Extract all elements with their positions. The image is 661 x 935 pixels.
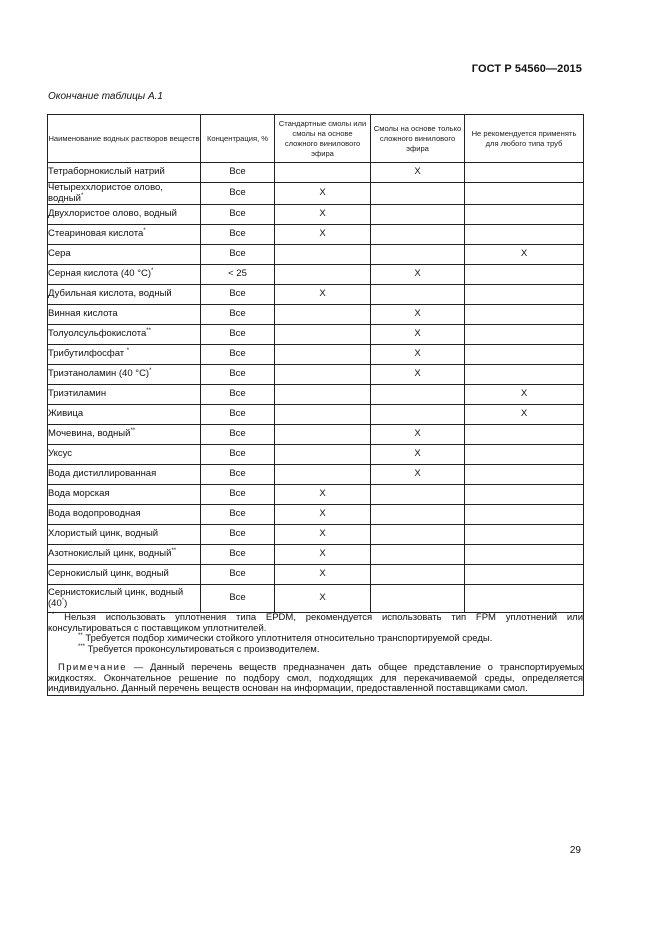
cell-standard-resin — [275, 385, 371, 405]
cell-vinyl-ester-resin: X — [371, 325, 465, 345]
footnote-1-mark: * — [52, 611, 55, 618]
cell-standard-resin — [275, 245, 371, 265]
cell-standard-resin: X — [275, 525, 371, 545]
cell-substance — [48, 225, 201, 245]
footnote-2-mark: ** — [78, 632, 83, 639]
cell-standard-resin — [275, 365, 371, 385]
substance-name: Трибутилфосфат — [48, 348, 127, 360]
substance-name: Дубильная кислота, водный — [48, 288, 172, 300]
cell-vinyl-ester-resin: X — [371, 425, 465, 445]
substance-name: Хлористый цинк, водный — [48, 528, 159, 540]
col-header-not-recommended: Не рекомендуется применять для любого типа труб — [465, 115, 584, 163]
cell-substance — [48, 163, 201, 183]
footnotes-row — [48, 613, 584, 696]
substance-name: Вода дистиллированная — [48, 468, 157, 480]
table-row — [48, 325, 584, 345]
table-row — [48, 365, 584, 385]
substance-name: Сера — [48, 248, 71, 260]
cell-concentration: Все — [201, 385, 275, 405]
cell-standard-resin: X — [275, 183, 371, 205]
table-row — [48, 545, 584, 565]
cell-standard-resin: X — [275, 565, 371, 585]
cell-vinyl-ester-resin — [371, 385, 465, 405]
cell-not-recommended — [465, 565, 584, 585]
cell-vinyl-ester-resin — [371, 405, 465, 425]
cell-vinyl-ester-resin — [371, 485, 465, 505]
cell-concentration: Все — [201, 525, 275, 545]
cell-concentration: Все — [201, 305, 275, 325]
cell-not-recommended — [465, 265, 584, 285]
col-header-name: Наименование водных растворов веществ — [48, 115, 201, 163]
cell-substance — [48, 445, 201, 465]
substance-name: Сернокислый цинк, водный — [48, 568, 169, 580]
cell-not-recommended — [465, 485, 584, 505]
cell-standard-resin — [275, 465, 371, 485]
table-note — [48, 663, 583, 695]
cell-standard-resin — [275, 305, 371, 325]
cell-not-recommended — [465, 205, 584, 225]
cell-concentration: < 25 — [201, 265, 275, 285]
cell-concentration: Все — [201, 405, 275, 425]
cell-vinyl-ester-resin — [371, 525, 465, 545]
table-row — [48, 285, 584, 305]
substance-name: Уксус — [48, 448, 73, 460]
cell-vinyl-ester-resin: X — [371, 465, 465, 485]
cell-concentration: Все — [201, 345, 275, 365]
cell-concentration: Все — [201, 565, 275, 585]
footnote-3-mark: *** — [78, 643, 86, 650]
cell-concentration: Все — [201, 445, 275, 465]
cell-standard-resin — [275, 345, 371, 365]
cell-not-recommended: X — [465, 385, 584, 405]
footnote-1-text: Нельзя использовать уплотнения типа EPDM, рекомендуется использовать тип FPM уплотнений или консультироваться с поставщиком уплотнителей. — [48, 612, 584, 634]
substance-name: Триэтиламин — [48, 388, 107, 400]
cell-standard-resin — [275, 265, 371, 285]
substance-name: Живица — [48, 408, 84, 420]
substance-name: Тетраборнокислый натрий — [48, 166, 165, 178]
cell-not-recommended — [465, 545, 584, 565]
footnote-3-text: Требуется проконсультироваться с производителем. — [87, 643, 320, 655]
cell-substance — [48, 525, 201, 545]
substance-name: Стеариновая кислота — [48, 228, 144, 240]
cell-substance — [48, 585, 201, 613]
cell-standard-resin: X — [275, 485, 371, 505]
cell-vinyl-ester-resin — [371, 245, 465, 265]
cell-standard-resin: X — [275, 225, 371, 245]
table-row — [48, 245, 584, 265]
cell-vinyl-ester-resin: X — [371, 345, 465, 365]
cell-standard-resin: X — [275, 285, 371, 305]
substance-name: Двухлористое олово, водный — [48, 208, 177, 220]
cell-standard-resin: X — [275, 545, 371, 565]
footnote-ref: * — [151, 268, 154, 275]
table-row — [48, 163, 584, 183]
note-text: — Данный перечень веществ предназначен дать общее представление о транспортируемых жидкостях. Окончательное решение по подбору смол, подходящих для перекачиваемой среды, определяется индивидуально. Данный перечень веществ основан на информации, предоставленной поставщиками смол. — [48, 662, 583, 694]
cell-vinyl-ester-resin — [371, 205, 465, 225]
cell-not-recommended: X — [465, 245, 584, 265]
cell-substance — [48, 405, 201, 425]
cell-concentration: Все — [201, 285, 275, 305]
table-row — [48, 445, 584, 465]
cell-not-recommended — [465, 325, 584, 345]
table-row — [48, 585, 584, 613]
cell-concentration: Все — [201, 225, 275, 245]
footnote-ref: * — [143, 228, 146, 235]
table-row — [48, 525, 584, 545]
cell-not-recommended — [465, 465, 584, 485]
note-label: Примечание — [58, 662, 127, 673]
cell-vinyl-ester-resin: X — [371, 305, 465, 325]
col-header-vinyl-ester-resin: Смолы на основе только сложного винилового эфира — [371, 115, 465, 163]
col-header-standard-resin: Стандартные смолы или смолы на основе сложного винилового эфира — [275, 115, 371, 163]
table-row — [48, 565, 584, 585]
cell-vinyl-ester-resin — [371, 285, 465, 305]
footnote-ref: ° — [61, 597, 65, 604]
substance-name: Толуолсульфокислота — [48, 328, 147, 340]
table-row — [48, 385, 584, 405]
col-header-concentration: Концентрация, % — [201, 115, 275, 163]
cell-substance — [48, 183, 201, 205]
cell-substance — [48, 565, 201, 585]
cell-substance — [48, 485, 201, 505]
table-row — [48, 345, 584, 365]
cell-substance — [48, 245, 201, 265]
footnote-ref: * — [126, 348, 130, 355]
cell-substance — [48, 205, 201, 225]
cell-not-recommended — [465, 365, 584, 385]
cell-concentration: Все — [201, 425, 275, 445]
table-row — [48, 405, 584, 425]
cell-standard-resin — [275, 405, 371, 425]
cell-not-recommended — [465, 225, 584, 245]
substance-name: Серная кислота (40 °С) — [48, 268, 152, 280]
table-row — [48, 205, 584, 225]
cell-vinyl-ester-resin: X — [371, 265, 465, 285]
substance-name: Триэтаноламин (40 °С) — [48, 368, 150, 380]
footnote-ref: ** — [146, 328, 151, 335]
cell-substance — [48, 265, 201, 285]
page-number: 29 — [569, 845, 581, 856]
cell-standard-resin: X — [275, 205, 371, 225]
cell-not-recommended: X — [465, 405, 584, 425]
footnote-ref: ** — [130, 428, 136, 435]
cell-not-recommended — [465, 345, 584, 365]
cell-substance — [48, 345, 201, 365]
cell-concentration: Все — [201, 485, 275, 505]
document-code: ГОСТ Р 54560—2015 — [471, 63, 582, 75]
cell-concentration: Все — [201, 325, 275, 345]
cell-substance — [48, 465, 201, 485]
cell-substance — [48, 285, 201, 305]
cell-standard-resin: X — [275, 505, 371, 525]
table-row — [48, 225, 584, 245]
substance-name: Вода водопроводная — [48, 508, 141, 520]
footnote-ref: * — [80, 192, 84, 199]
cell-concentration: Все — [201, 585, 275, 613]
cell-not-recommended — [465, 585, 584, 613]
cell-not-recommended — [465, 183, 584, 205]
table-row — [48, 265, 584, 285]
table-row — [48, 485, 584, 505]
cell-vinyl-ester-resin — [371, 585, 465, 613]
footnote-2-text: Требуется подбор химически стойкого уплотнителя относительно транспортируемой среды. — [85, 633, 493, 644]
cell-concentration: Все — [201, 365, 275, 385]
cell-concentration: Все — [201, 183, 275, 205]
cell-vinyl-ester-resin — [371, 545, 465, 565]
cell-vinyl-ester-resin: X — [371, 365, 465, 385]
cell-vinyl-ester-resin — [371, 505, 465, 525]
cell-vinyl-ester-resin — [371, 565, 465, 585]
cell-vinyl-ester-resin — [371, 183, 465, 205]
substance-name: Вода морская — [48, 488, 110, 500]
table-row — [48, 305, 584, 325]
footnote-3 — [48, 645, 583, 656]
table-row — [48, 465, 584, 485]
cell-standard-resin: X — [275, 585, 371, 613]
cell-concentration: Все — [201, 205, 275, 225]
cell-concentration: Все — [201, 245, 275, 265]
cell-substance — [48, 365, 201, 385]
table-row — [48, 183, 584, 205]
cell-not-recommended — [465, 425, 584, 445]
cell-concentration: Все — [201, 545, 275, 565]
cell-vinyl-ester-resin: X — [371, 445, 465, 465]
cell-vinyl-ester-resin: X — [371, 163, 465, 183]
cell-substance — [48, 305, 201, 325]
cell-concentration: Все — [201, 163, 275, 183]
cell-not-recommended — [465, 505, 584, 525]
substance-name: Мочевина, водный — [48, 428, 131, 440]
cell-concentration: Все — [201, 505, 275, 525]
cell-substance — [48, 545, 201, 565]
table-body — [48, 163, 584, 613]
cell-substance — [48, 425, 201, 445]
substances-table — [47, 114, 584, 696]
cell-standard-resin — [275, 445, 371, 465]
substance-name-tail: ) — [64, 597, 68, 609]
substance-name: Винная кислота — [48, 308, 118, 320]
cell-not-recommended — [465, 525, 584, 545]
cell-substance — [48, 505, 201, 525]
table-caption: Окончание таблицы А.1 — [48, 91, 163, 102]
cell-substance — [48, 325, 201, 345]
footnote-ref: * — [149, 368, 152, 375]
cell-vinyl-ester-resin — [371, 225, 465, 245]
substance-name: Азотнокислый цинк, водный — [48, 548, 172, 560]
cell-not-recommended — [465, 445, 584, 465]
cell-concentration: Все — [201, 465, 275, 485]
substance-name: Сернистокислый цинк, водный (40 — [48, 587, 184, 609]
table-header-row — [48, 115, 584, 163]
cell-not-recommended — [465, 163, 584, 183]
cell-substance — [48, 385, 201, 405]
cell-not-recommended — [465, 285, 584, 305]
footnote-ref: ** — [171, 548, 177, 555]
table-row — [48, 505, 584, 525]
cell-standard-resin — [275, 163, 371, 183]
cell-standard-resin — [275, 425, 371, 445]
substance-name: Четыреххлористое олово, водный — [48, 182, 163, 204]
footnote-1 — [48, 613, 583, 634]
footnotes-cell — [48, 613, 584, 696]
cell-standard-resin — [275, 325, 371, 345]
cell-not-recommended — [465, 305, 584, 325]
table-row — [48, 425, 584, 445]
